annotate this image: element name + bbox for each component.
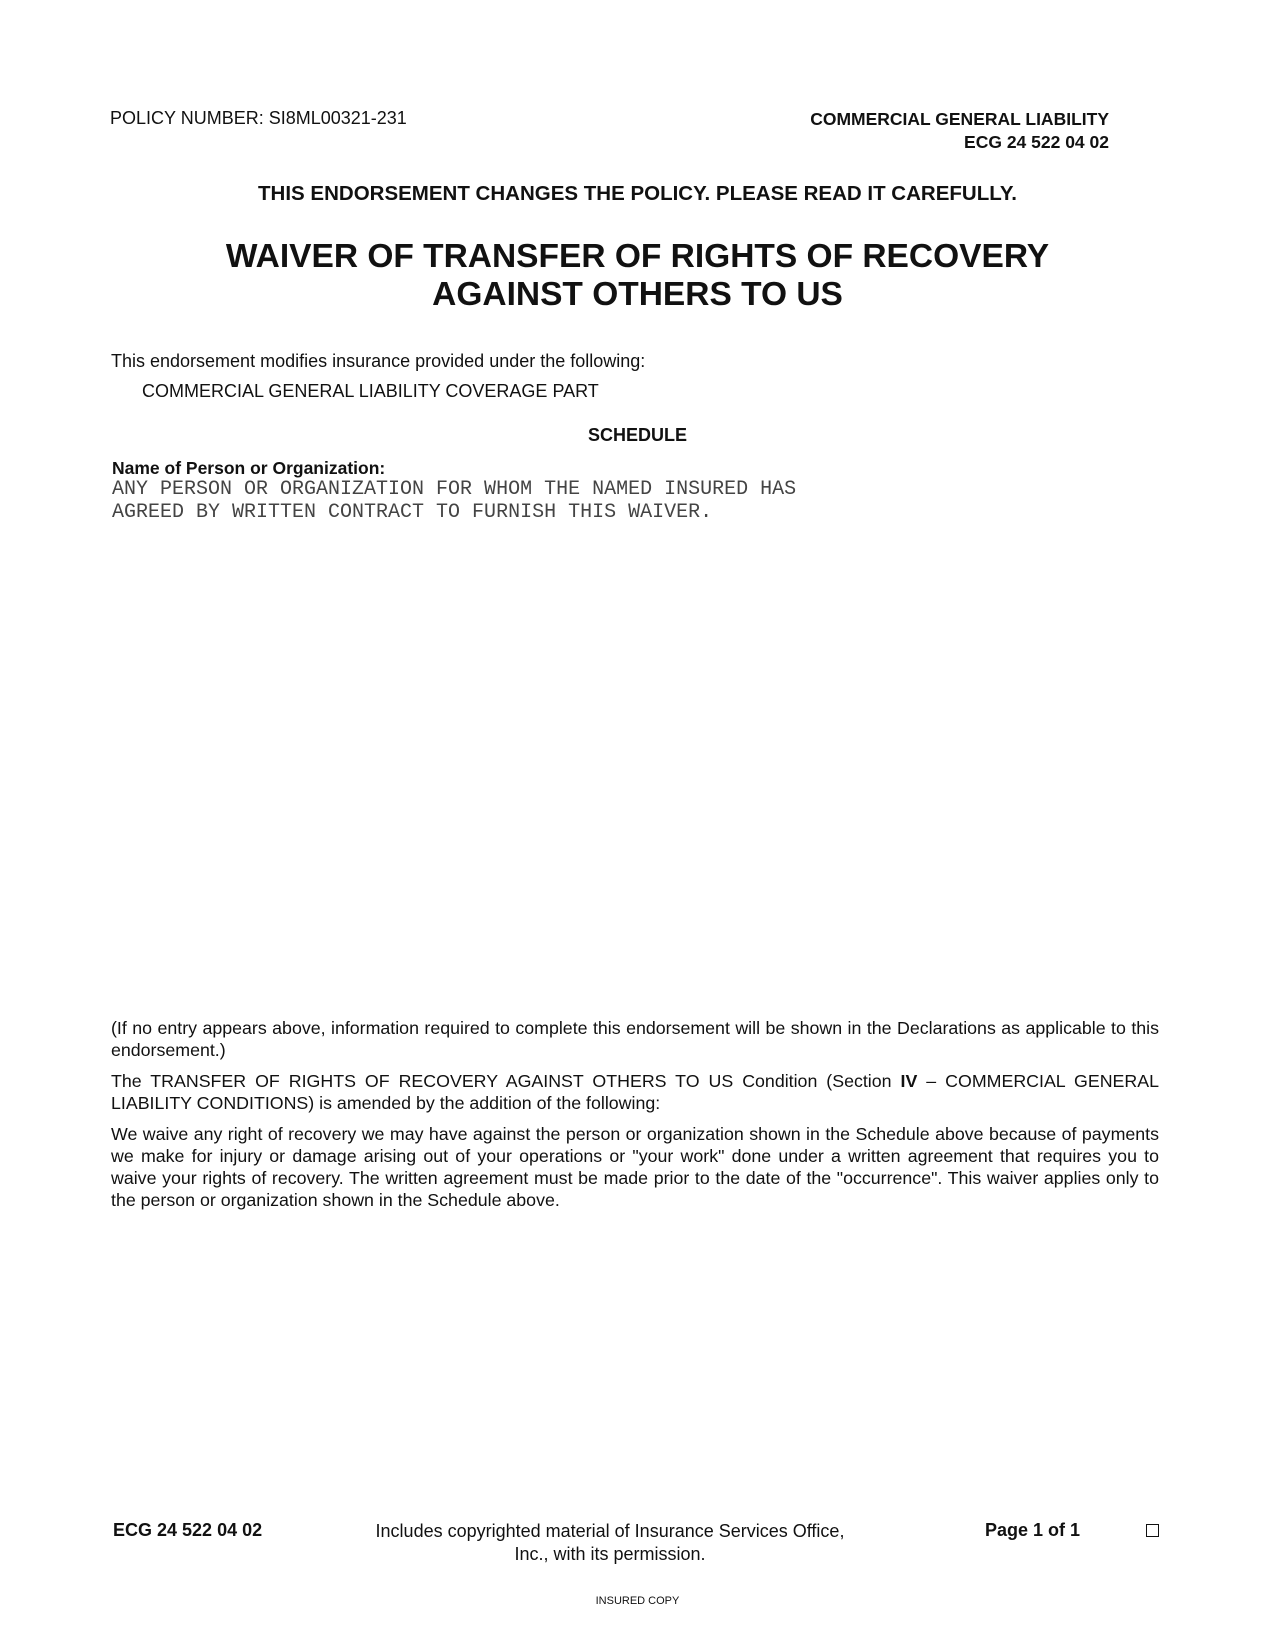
title-line-2: AGAINST OTHERS TO US	[432, 276, 843, 313]
checkbox-icon	[1146, 1524, 1159, 1537]
modifies-text: This endorsement modifies insurance provided under the following:	[111, 351, 646, 371]
footer-form-code: ECG 24 522 04 02	[113, 1520, 263, 1540]
page-number: Page 1 of 1	[985, 1520, 1081, 1540]
amendment-text-end: – COMMERCIAL GENERAL LIABILITY CONDITIONS) is amended by the addition of the following:	[111, 1071, 1159, 1113]
endorsement-notice: THIS ENDORSEMENT CHANGES THE POLICY. PLEASE READ IT CAREFULLY.	[258, 182, 1017, 205]
name-value-line-1: ANY PERSON OR ORGANIZATION FOR WHOM THE NAMED INSURED HAS	[112, 478, 797, 501]
copyright-line-1: Includes copyrighted material of Insurance Services Office,	[375, 1521, 845, 1541]
name-label: Name of Person or Organization:	[112, 458, 386, 478]
title-line-1: WAIVER OF TRANSFER OF RIGHTS OF RECOVERY	[225, 238, 1050, 275]
amendment-text-start: The TRANSFER OF RIGHTS OF RECOVERY AGAINST OTHERS TO US Condition (Section	[111, 1071, 901, 1091]
form-header	[810, 108, 1109, 154]
policy-number: POLICY NUMBER: SI8ML00321-231	[110, 108, 407, 128]
copy-label: INSURED COPY	[595, 1595, 680, 1607]
coverage-line: COMMERCIAL GENERAL LIABILITY	[810, 109, 1109, 129]
name-value-line-2: AGREED BY WRITTEN CONTRACT TO FURNISH THIS WAIVER.	[112, 501, 713, 524]
coverage-part: COMMERCIAL GENERAL LIABILITY COVERAGE PART	[142, 381, 599, 401]
section-number: IV	[900, 1071, 918, 1091]
schedule-heading: SCHEDULE	[587, 425, 687, 445]
footer-copyright	[330, 1520, 890, 1566]
form-code: ECG 24 522 04 02	[964, 132, 1109, 152]
amendment-paragraph	[111, 1070, 1159, 1114]
name-value	[112, 478, 796, 524]
info-paragraph: (If no entry appears above, information required to complete this endorsement will be shown in the Declarations as applicable to this endorsement.)	[111, 1018, 1159, 1060]
waiver-paragraph: We waive any right of recovery we may have against the person or organization shown in the Schedule above because of payments we make for injury or damage arising out of your operations or "your work" done under a written agreement that requires you to waive your rights of recovery. The written agreement must be made prior to the date of the "occurrence". This waiver applies only to the person or organization shown in the Schedule above.	[111, 1124, 1159, 1210]
copyright-line-2: Inc., with its permission.	[514, 1544, 706, 1564]
page-title	[0, 238, 1275, 314]
